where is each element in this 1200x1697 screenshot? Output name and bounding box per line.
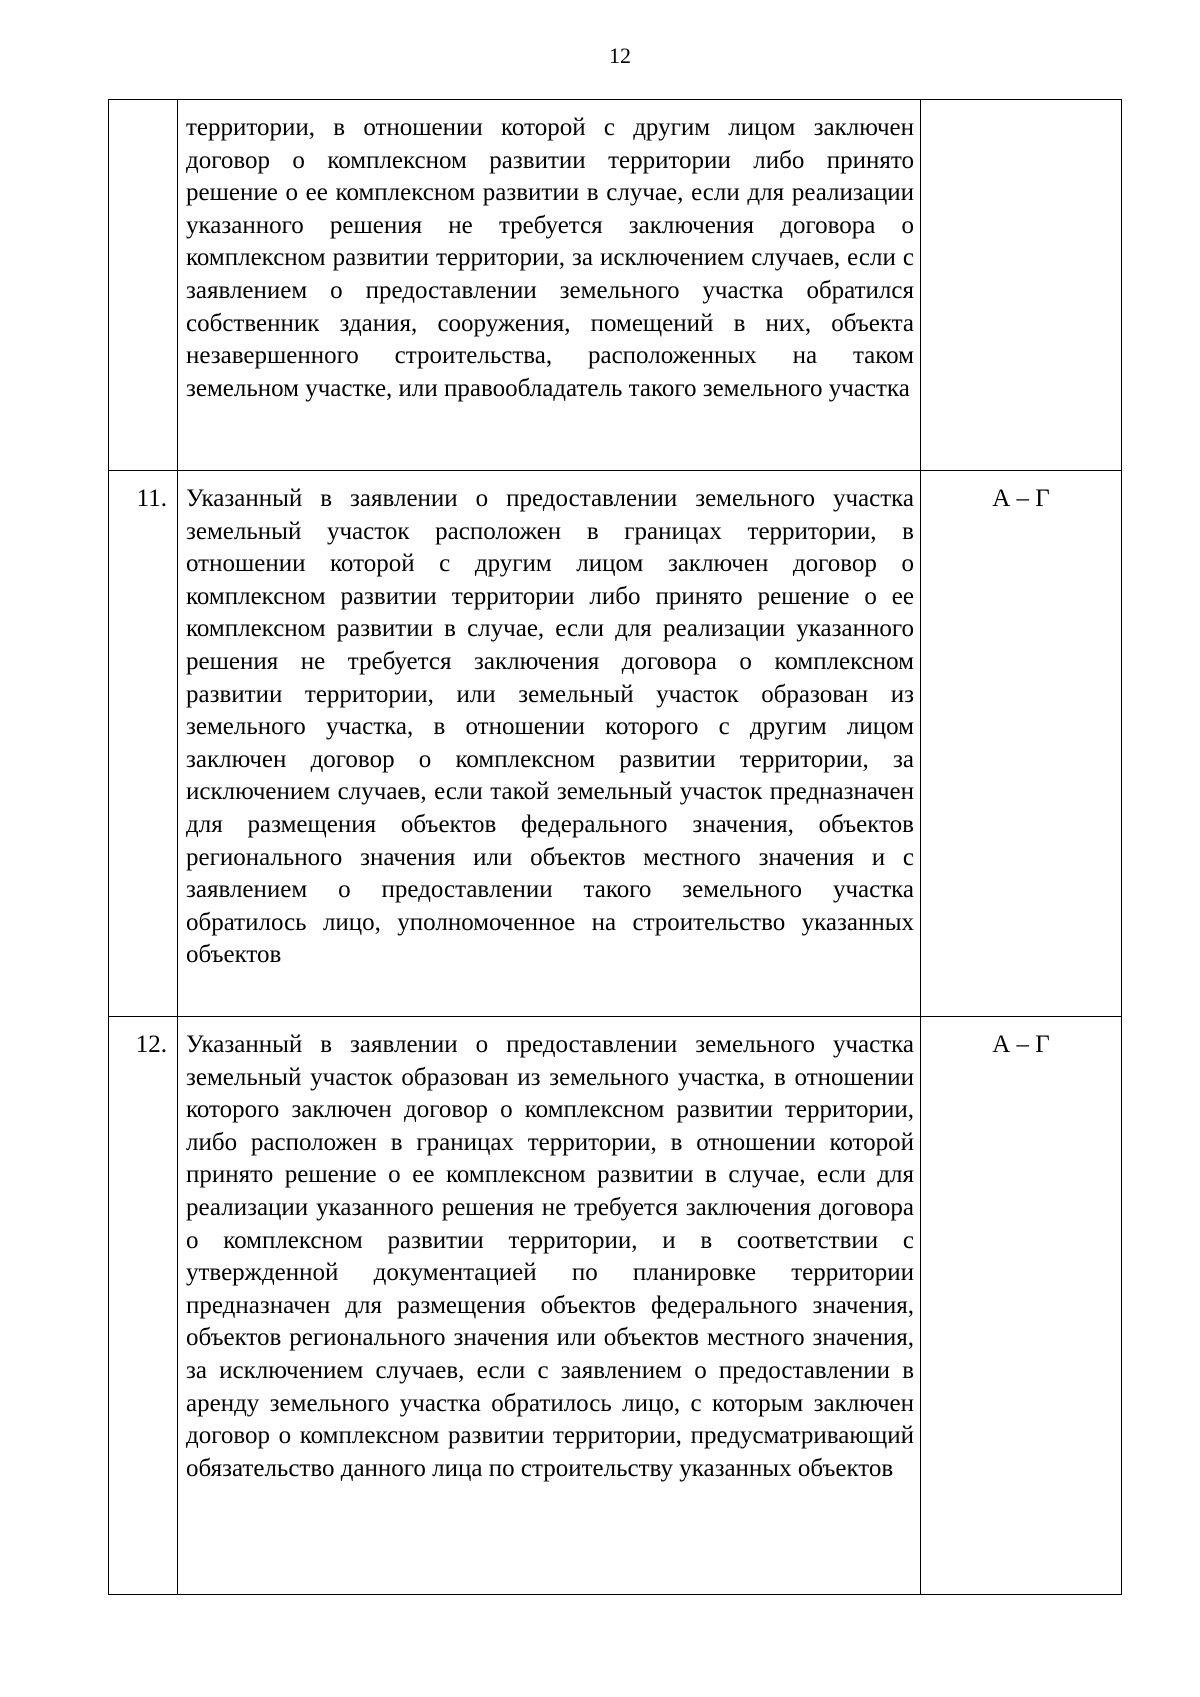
table-row [109,471,1122,1017]
row-number [109,100,178,471]
row-code: А – Г [921,1017,1122,1595]
table-row [109,1017,1122,1595]
row-text: Указанный в заявлении о предоставлении земельного участка земельный участок образован из земельного участка, в отношении которого заключен договор о комплексном развитии территории, либо расположен в границах территории, в отношении которой принято решение о ее комплексном развитии в случае, если для реализации указанного решения не требуется заключения договора о комплексном развитии территории, и в соответствии с утвержденной документацией по планировке территории предназначен для размещения объектов федерального значения, объектов регионального значения или объектов местного значения, за исключением случаев, если с заявлением о предоставлении в аренду земельного участка обратилось лицо, с которым заключен договор о комплексном развитии территории, предусматривающий обязательство данного лица по строительству указанных объектов [178,1017,921,1595]
row-text: территории, в отношении которой с другим лицом заключен договор о комплексном развитии территории либо принято решение о ее комплексном развитии в случае, если для реализации указанного решения не требуется заключения договора о комплексном развитии территории, за исключением случаев, если с заявлением о предоставлении земельного участка обратился собственник здания, сооружения, помещений в них, объекта незавершенного строительства, расположенных на таком земельном участке, или правообладатель такого земельного участка [178,100,921,471]
conditions-table [108,99,1122,1595]
table-row [109,100,1122,471]
row-number: 12. [109,1017,178,1595]
row-code: А – Г [921,471,1122,1017]
page-number: 12 [609,43,631,68]
row-code [921,100,1122,471]
row-text: Указанный в заявлении о предоставлении земельного участка земельный участок расположен в границах территории, в отношении которой с другим лицом заключен договор о комплексном развитии территории либо принято решение о ее комплексном развитии в случае, если для реализации указанного решения не требуется заключения договора о комплексном развитии территории, или земельный участок образован из земельного участка, в отношении которого с другим лицом заключен договор о комплексном развитии территории, за исключением случаев, если такой земельный участок предназначен для размещения объектов федерального значения, объектов регионального значения или объектов местного значения и с заявлением о предоставлении такого земельного участка обратилось лицо, уполномоченное на строительство указанных объектов [178,471,921,1017]
row-number: 11. [109,471,178,1017]
